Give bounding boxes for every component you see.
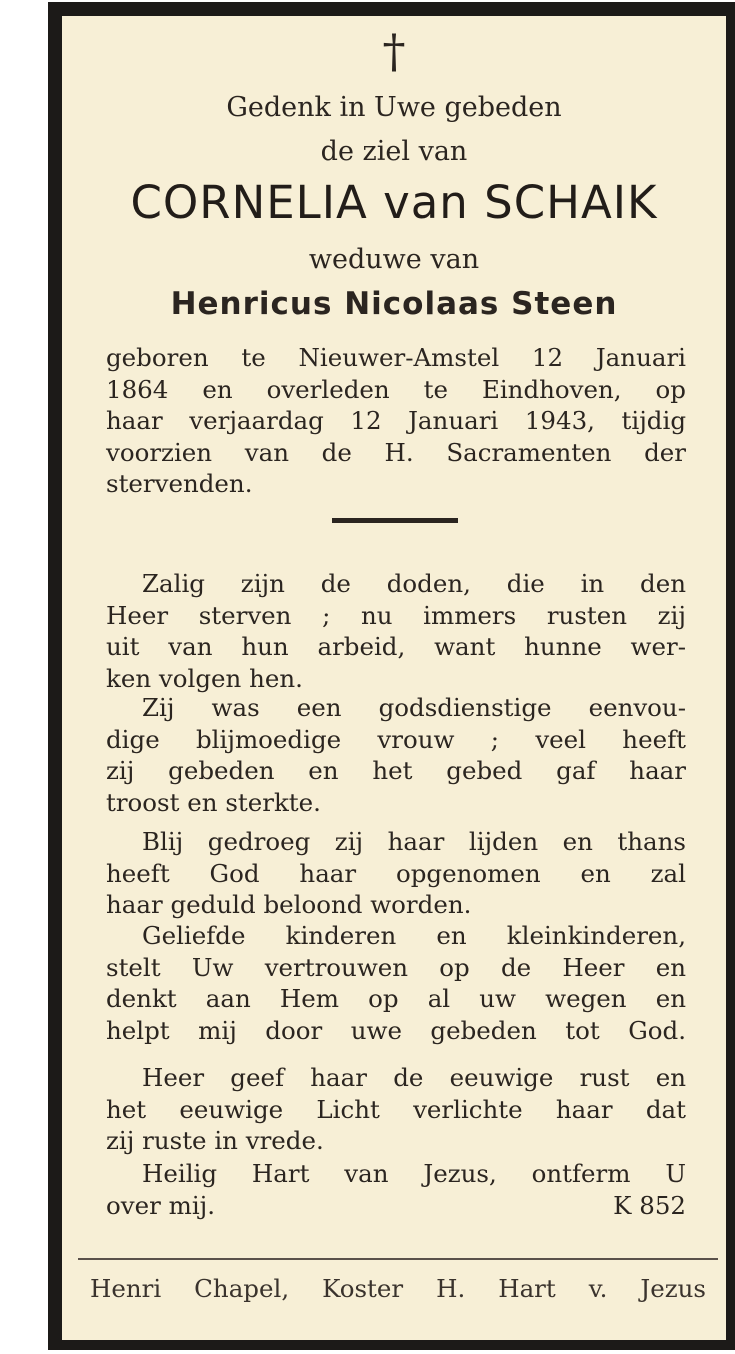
verse-paragraph — [106, 568, 686, 694]
footer-rule — [78, 1258, 718, 1260]
godsdienstig-line: troost en sterkte. — [106, 787, 321, 817]
printer-credit: Henri Chapel, Koster H. Hart v. Jezus — [90, 1274, 706, 1303]
geliefde-line: Geliefde kinderen en kleinkinderen, — [142, 921, 686, 950]
godsdienstig-paragraph — [106, 692, 686, 818]
blij-line: haar geduld beloond worden. — [106, 890, 472, 920]
verse-line: ken volgen hen. — [106, 663, 303, 693]
heer-line: het eeuwige Licht verlichte haar dat — [106, 1094, 686, 1124]
verse-line: Heer sterven ; nu immers rusten zij — [106, 600, 686, 630]
bio-line: 1864 en overleden te Eindhoven, op — [106, 374, 686, 404]
godsdienstig-line: Zij was een godsdienstige eenvou- — [142, 693, 686, 722]
geliefde-line: stelt Uw vertrouwen op de Heer en — [106, 952, 686, 982]
header-line-gedenk: Gedenk in Uwe gebeden — [226, 92, 562, 123]
blij-paragraph — [106, 826, 686, 921]
heer-line: zij ruste in vrede. — [106, 1126, 324, 1156]
bio-line: haar verjaardag 12 Januari 1943, tijdig — [106, 406, 686, 436]
heer-line: Heer geef haar de eeuwige rust en — [142, 1063, 686, 1092]
geliefde-paragraph — [106, 920, 686, 1046]
card-reference-number: K 852 — [613, 1190, 686, 1220]
verse-line: Zalig zijn de doden, die in den — [142, 569, 686, 598]
husband-name: Henricus Nicolaas Steen — [170, 286, 618, 322]
godsdienstig-line: zij gebeden en het gebed gaf haar — [106, 756, 686, 786]
deceased-name: CORNELIA van SCHAIK — [130, 176, 658, 229]
bio-line: voorzien van de H. Sacramenten der — [106, 437, 686, 467]
widow-of-label: weduwe van — [308, 244, 480, 275]
bio-paragraph — [106, 342, 686, 500]
heilig-line: Heilig Hart van Jezus, ontferm U — [142, 1159, 686, 1188]
godsdienstig-line: dige blijmoedige vrouw ; veel heeft — [106, 724, 686, 754]
blij-line: Blij gedroeg zij haar lijden en thans — [142, 827, 686, 856]
cross-icon: † — [382, 24, 406, 78]
heilig-line-2: over mij. — [106, 1190, 216, 1220]
geliefde-line: helpt mij door uwe gebeden tot God. — [106, 1015, 686, 1045]
header-line-ziel: de ziel van — [320, 136, 468, 167]
divider — [332, 518, 458, 523]
verse-line: uit van hun arbeid, want hunne wer- — [106, 632, 686, 662]
heilig-last-line — [106, 1190, 686, 1222]
bio-line: geboren te Nieuwer-Amstel 12 Januari — [106, 343, 686, 372]
geliefde-line: denkt aan Hem op al uw wegen en — [106, 984, 686, 1014]
heilig-paragraph — [106, 1158, 686, 1221]
memorial-card — [62, 16, 726, 1340]
heer-paragraph — [106, 1062, 686, 1157]
bio-line: stervenden. — [106, 469, 253, 499]
blij-line: heeft God haar opgenomen en zal — [106, 858, 686, 888]
